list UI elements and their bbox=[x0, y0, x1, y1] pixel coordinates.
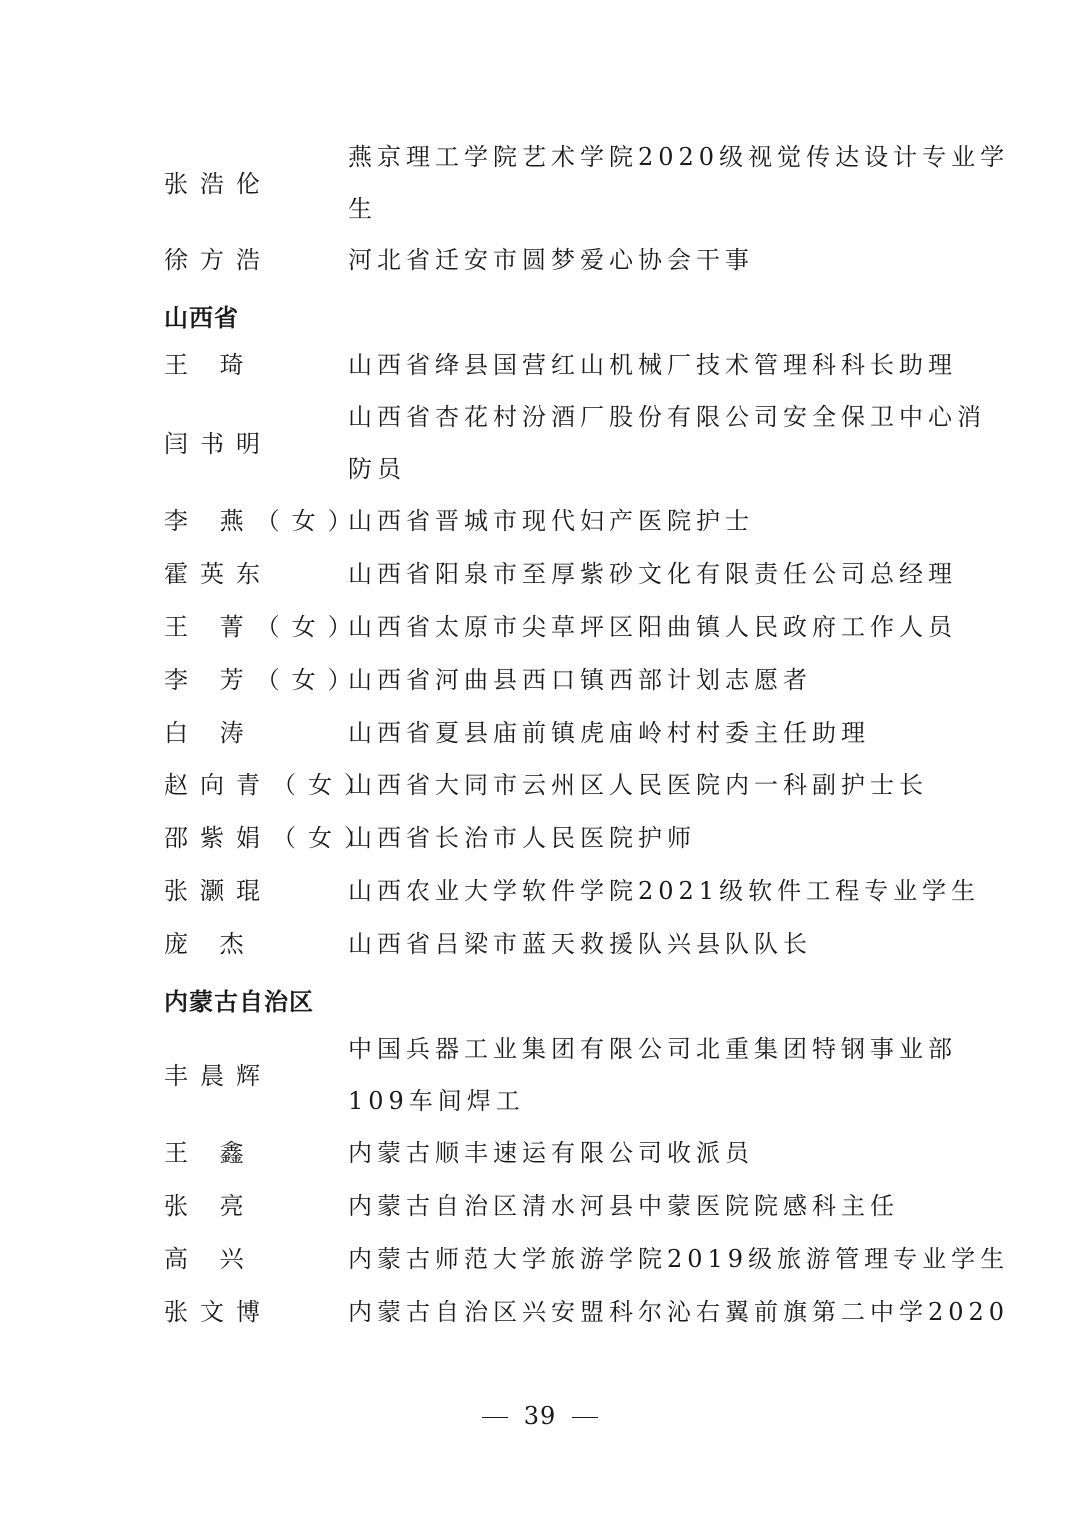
person-name: 李 芳（女） bbox=[164, 666, 364, 694]
person-description bbox=[348, 812, 928, 864]
description-line: 内蒙古自治区清水河县中蒙医院院感科主任 bbox=[348, 1192, 899, 1220]
description-line: 山西省吕梁市蓝天救援队兴县队队长 bbox=[348, 930, 812, 958]
person-name: 王 琦 bbox=[164, 351, 256, 379]
description-line: 山西省太原市尖草坪区阳曲镇人民政府工作人员 bbox=[348, 613, 957, 641]
description-line: 山西省阳泉市至厚紫砂文化有限责任公司总经理 bbox=[348, 560, 957, 588]
description-line: 内蒙古自治区兴安盟科尔沁右翼前旗第二中学2020 bbox=[348, 1298, 1010, 1326]
person-name: 丰晨辉 bbox=[164, 1062, 272, 1090]
person-description bbox=[348, 548, 957, 600]
person-description bbox=[348, 131, 1010, 235]
page-footer bbox=[0, 1402, 1080, 1430]
description-line: 山西省绛县国营红山机械厂技术管理科科长助理 bbox=[348, 351, 957, 379]
person-name: 王 菁（女） bbox=[164, 613, 364, 641]
description-line: 山西省夏县庙前镇虎庙岭村村委主任助理 bbox=[348, 719, 870, 747]
person-name: 张灏琨 bbox=[164, 877, 272, 905]
left-dash bbox=[482, 1417, 508, 1418]
person-name: 张文博 bbox=[164, 1298, 272, 1326]
description-line: 河北省迁安市圆梦爱心协会干事 bbox=[348, 246, 754, 274]
person-description bbox=[348, 391, 986, 495]
person-name: 王 鑫 bbox=[164, 1139, 256, 1167]
person-name: 闫书明 bbox=[164, 430, 272, 458]
person-description bbox=[348, 654, 928, 706]
description-line: 内蒙古师范大学旅游学院2019级旅游管理专业学生 bbox=[348, 1245, 1010, 1273]
person-description bbox=[348, 918, 928, 970]
description-line: 燕京理工学院艺术学院2020级视觉传达设计专业学 bbox=[348, 143, 1010, 171]
person-name: 张 亮 bbox=[164, 1192, 256, 1220]
page-number: 39 bbox=[523, 1402, 557, 1430]
person-description bbox=[348, 601, 957, 653]
description-line: 山西省长治市人民医院护师 bbox=[348, 824, 696, 852]
person-description bbox=[348, 707, 928, 759]
person-name: 赵向青（女） bbox=[164, 771, 380, 799]
person-name: 李 燕（女） bbox=[164, 507, 364, 535]
person-name: 庞 杰 bbox=[164, 930, 256, 958]
description-line: 山西省河曲县西口镇西部计划志愿者 bbox=[348, 666, 812, 694]
person-description bbox=[348, 234, 928, 286]
description-line: 山西农业大学软件学院2021级软件工程专业学生 bbox=[348, 877, 981, 905]
person-name: 霍英东 bbox=[164, 560, 272, 588]
person-description bbox=[348, 1023, 957, 1127]
person-description bbox=[348, 759, 928, 811]
person-description bbox=[348, 865, 981, 917]
person-description bbox=[348, 1286, 1010, 1338]
person-description bbox=[348, 495, 928, 547]
section-heading: 山西省 bbox=[164, 304, 239, 332]
person-description bbox=[348, 1233, 1010, 1285]
description-line: 109车间焊工 bbox=[348, 1087, 525, 1115]
description-line: 山西省晋城市现代妇产医院护士 bbox=[348, 507, 754, 535]
person-description bbox=[348, 1127, 928, 1179]
right-dash bbox=[572, 1417, 598, 1418]
person-name: 邵紫娟（女） bbox=[164, 824, 380, 852]
section-heading: 内蒙古自治区 bbox=[164, 988, 314, 1016]
description-line: 生 bbox=[348, 195, 377, 223]
description-line: 内蒙古顺丰速运有限公司收派员 bbox=[348, 1139, 754, 1167]
person-name: 高 兴 bbox=[164, 1245, 256, 1273]
description-line: 山西省大同市云州区人民医院内一科副护士长 bbox=[348, 771, 928, 799]
person-name: 张浩伦 bbox=[164, 170, 272, 198]
description-line: 山西省杏花村汾酒厂股份有限公司安全保卫中心消 bbox=[348, 403, 986, 431]
description-line: 中国兵器工业集团有限公司北重集团特钢事业部 bbox=[348, 1035, 957, 1063]
person-description bbox=[348, 339, 957, 391]
person-name: 白 涛 bbox=[164, 719, 256, 747]
person-description bbox=[348, 1180, 928, 1232]
person-name: 徐方浩 bbox=[164, 246, 272, 274]
description-line: 防员 bbox=[348, 455, 406, 483]
